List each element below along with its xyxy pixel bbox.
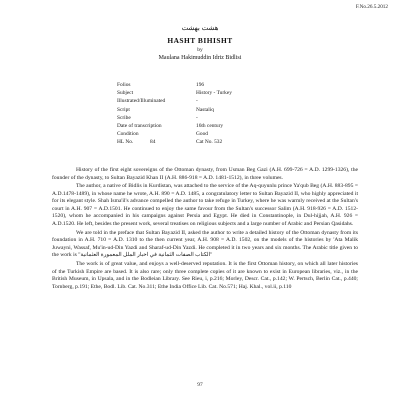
hl-number: 84	[150, 139, 156, 146]
metadata-label: Date of transcription	[117, 122, 162, 129]
arabic-work-title: "الكتاب الصفات الثمانية في اخبار الملل المعمورة العثمانية"	[78, 252, 213, 259]
metadata-row	[117, 97, 327, 105]
metadata-row	[117, 89, 327, 97]
metadata-table	[117, 81, 327, 147]
author-name: Maulana Hakimuddin Idriz Bidlisi	[158, 55, 242, 61]
metadata-label: Subject	[117, 90, 134, 97]
paragraph-4: The work is of great value, and enjoys a well-deserved reputation. It is the first Ottoman history, on which all later histories of the Turkish Empire are based. It is also rare; only three complete copies of it are known to exist in European libraries, viz., in the British Museum, in Upsala, and in the Bodleian Library. See Rieu, i, p.216; Morley, Descr. Cat., p.142; W. Pertsch, Berlin Cat., p.440; Tornberg, p.191; Ethe, Bodl. Lib. Cat. No.311; Ethe India Office Lib. Cat. No.571; Haj. Khal., vol.ii, p.110	[52, 261, 358, 290]
paragraph-3	[52, 230, 358, 260]
page-number: 97	[197, 382, 203, 388]
document-title: HASHT BIHISHT	[167, 36, 233, 45]
paragraph-3-text: We are told in the preface that Sultan Bayazid II, asked the author to write a detailed history of the Ottoman dynasty from its foundation in A.H. 710 = A.D. 1310 to the then current year, A.H. 908 = A.D. 1502, on the models of the histories by 'Ata Malik Juwayni, Wassaf, Mu'in-ud-Din Yazdi and Sharaf-ud-Din Yazdi. He completed it in two years and six months. The Arabic title given to the work is	[52, 229, 358, 259]
metadata-label: Condition	[117, 131, 139, 138]
paragraph-2: The author, a native of Bidlis in Kurdistan, was attached to the service of the Aq-quyunlu prince Ya'qub Beg (A.H. 883-895 = A.D.1478-1489), in whose name he wrote, A.H. 890 = A.D. 1485, a congratulatory letter to Sultan Bayazid II, who highly appreciated it for its elegant style. Shah Isma'il's advance compelled the author to take refuge in Turkey, where he was warmly received at the Sultan's court in A.H. 907 = A.D.1501. He continued to enjoy the same favour from the Sultan's successor Salim (A.H. 918-926 = A.D. 1512-1520), whom he accompanied in his campaigns against Persia and Egypt. He died in Constantinople, in Dul-hijjah, A.H. 926 = A.D.1520. He left, besides the present work, several treatises on religious subjects and a large number of Arabic and Persian Qasidahs.	[52, 183, 358, 227]
metadata-value: 16th century	[196, 122, 224, 129]
metadata-value: Nastaliq	[196, 106, 214, 113]
metadata-value: -	[196, 114, 198, 121]
metadata-row	[117, 81, 327, 89]
metadata-label: Illustrated/Illuminated	[117, 98, 166, 105]
catalogue-number: Cat No. 532	[196, 139, 223, 146]
metadata-value: Good	[196, 131, 208, 138]
arabic-title: هشت بهشت	[181, 24, 219, 32]
metadata-label: Script	[117, 106, 130, 113]
metadata-row	[117, 122, 327, 130]
metadata-row	[117, 130, 327, 138]
metadata-row	[117, 106, 327, 114]
metadata-label: Folios	[117, 82, 131, 88]
metadata-label: Scribe	[117, 114, 131, 121]
hl-number-row	[117, 138, 327, 146]
metadata-value: History - Turkey	[196, 90, 232, 97]
metadata-value: 196	[196, 82, 205, 88]
document-body	[52, 167, 358, 293]
reference-number: F.No.26.5.2012	[355, 4, 388, 10]
paragraph-1: History of the first eight sovereigns of the Ottoman dynasty, from Usman Beg Gazi (A.H. 699-726 = A.D. 1299-1326), the founder of the dynasty, to Sultan Bayazid Khan II (A.H. 886-918 = A.D. 1481-1512), in three volumes.	[52, 167, 358, 181]
metadata-row	[117, 114, 327, 122]
metadata-value: -	[196, 98, 198, 105]
by-line: by	[197, 47, 203, 53]
hl-label: HL No.	[117, 139, 134, 146]
